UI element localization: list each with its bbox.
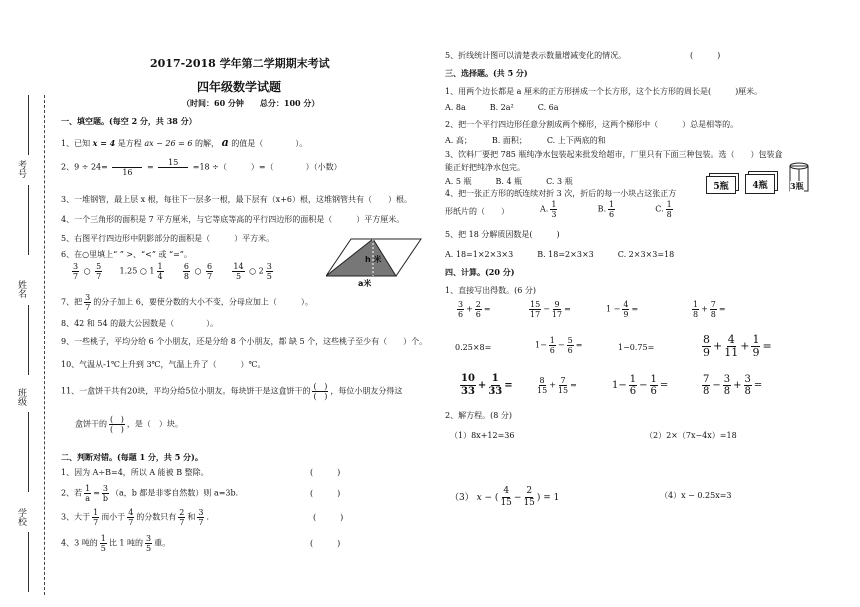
calc-r1: $\frac{3}{6}$ + $\frac{2}{6}$ = xyxy=(458,300,491,319)
q6-f1: $\frac{3}{7}$ xyxy=(73,262,79,281)
q3j-f1: $\frac{1}{7}$ xyxy=(93,508,99,527)
q1-eq: ax − 26 = 6 xyxy=(144,139,193,148)
s1-q4: 4、一个三角形的面积是 7 平方厘米，与它等底等高的平行四边形的面积是（ ）平方厘米。 xyxy=(61,215,405,224)
box-5-bottles: 5瓶 xyxy=(706,176,736,194)
eq1: （1）8x+12=36 xyxy=(450,431,515,440)
calc-r2-b: 1− $\frac{1}{6}$ − $\frac{5}{6}$ = xyxy=(535,336,583,355)
kaohao-line2 xyxy=(28,185,29,255)
fig-a-label: a米 xyxy=(358,279,372,288)
q3j-f4: $\frac{3}{7}$ xyxy=(198,508,204,527)
c3-options: A. 5 瓶 B. 4 瓶 C. 3 瓶 xyxy=(445,177,573,186)
q7-b: 的分子加上 6，要使分数的大小不变，分母应加上（ ）。 xyxy=(93,297,313,307)
c2-options: A. 高； B. 面积； C. 上下两底的和 xyxy=(445,136,606,145)
eq2: （2）2×（7x−4x）=18 xyxy=(645,431,737,440)
s1-q8: 8、42 和 54 的最大公因数是（ ）。 xyxy=(61,319,219,328)
s2-q3-paren: ( ) xyxy=(313,513,344,522)
c4-options: A. $\frac{1}{3}$ B. $\frac{1}{6}$ C. $\frac{1}{8}$ xyxy=(540,200,672,219)
c5: 5、把 18 分解质因数是( ) xyxy=(445,230,560,239)
s1-q10: 10、气温从-1℃上升到 3℃，气温上升了（ ）℃。 xyxy=(61,360,266,369)
eq3: （3） x − ( $\frac{4}{15}$ − $\frac{2}{15}$ ) = 1 xyxy=(450,486,560,508)
s2-q4: 4、3 吨的 $\frac{1}{5}$ 比 1 吨的 $\frac{3}{5}$ 重。 xyxy=(61,534,171,553)
q11-frac1: $\frac{( )}{( )}$ xyxy=(313,382,328,401)
q1-text-d: 的值是（ ）。 xyxy=(231,139,308,148)
c3-a: 3、饮料厂要把 785 瓶纯净水包装起来批发给超市，厂里只有下面三种包装。选（ ）包装盒 xyxy=(445,150,783,159)
calc-r1-b: $\frac{15}{17}$ − $\frac{9}{17}$ = xyxy=(530,300,571,319)
q2-num2: 15 xyxy=(158,158,188,168)
eq4: （4）x − 0.25x=3 xyxy=(660,491,732,500)
s1-title: 一、填空题。(每空 2 分，共 38 分） xyxy=(61,116,197,126)
c4-b: 形纸片的（ ） xyxy=(445,207,509,216)
box-3-label: 3瓶 xyxy=(790,181,804,191)
c4-fC: $\frac{1}{8}$ xyxy=(666,200,672,219)
s2-q2: 2、若 $\frac{1}{a}$ = $\frac{3}{b}$ （a，b 都是非零自然数）则 a=3b． xyxy=(61,484,244,503)
s2-q1-paren: ( ) xyxy=(310,468,341,477)
s2-q4-paren: ( ) xyxy=(310,539,341,548)
q6-f4: $\frac{6}{8}$ xyxy=(183,262,189,281)
calc-r3-b: $\frac{8}{15}$ + $\frac{7}{15}$ = xyxy=(537,376,577,395)
xingming-line xyxy=(28,305,29,375)
label-xingming: 姓名 xyxy=(16,280,26,298)
q1-text-b: 是方程 xyxy=(117,139,142,148)
q2-eq: = xyxy=(146,162,154,172)
q3j-f3: $\frac{2}{7}$ xyxy=(179,508,185,527)
q2-den1: 16 xyxy=(122,168,133,177)
q11-d: ，是（ ）块。 xyxy=(126,419,183,429)
calc-r2-a: 0.25×8= xyxy=(455,343,492,352)
c4-a: 4、把一张正方形的纸连续对折 3 次，折后的每一小块占这张正方 xyxy=(445,189,677,198)
calc-r3-c: 1− $\frac{1}{6}$ − $\frac{1}{6}$ = xyxy=(612,374,669,397)
calc-r2-d: $\frac{8}{9}$ + $\frac{4}{11}$ + $\frac{1}{9}$ = xyxy=(703,333,772,359)
fig-h-label: h 米 xyxy=(365,255,382,264)
s2-q3: 3、大于 $\frac{1}{7}$ 而小于 $\frac{4}{7}$ 的分数只有 $\frac{2}{7}$ 和 $\frac{3}{7}$ ． xyxy=(61,508,215,527)
binding-line xyxy=(44,95,45,595)
s2-q2-paren: ( ) xyxy=(310,489,341,498)
s1-q5: 5、右图平行四边形中阴影部分的面积是（ ）平方米。 xyxy=(61,234,275,243)
c5-options: A. 18=1×2×3×3 B. 18=2×3×3 C. 2×3×3=18 xyxy=(445,250,675,259)
calc-r1-c: 1 − $\frac{4}{9}$ = xyxy=(606,300,639,319)
calc-r1-d: $\frac{1}{8}$ + $\frac{7}{8}$ = xyxy=(693,300,726,319)
s1-q9: 9、一些桃子，平均分给 6 个小朋友，还是分给 8 个小朋友，都 缺 5 个，这些桃子至少有（ ）个。 xyxy=(61,337,428,346)
c4-fB: $\frac{1}{6}$ xyxy=(609,200,615,219)
s2-title: 二、判断对错。(每题 1 分，共 5 分)。 xyxy=(61,452,203,462)
s1-q11 xyxy=(61,382,402,401)
calc-r3-a: $\frac{10}{33}$ + $\frac{1}{33}$ = xyxy=(461,373,513,397)
k2: 2、解方程。(8 分) xyxy=(445,411,512,420)
q2-frac2 xyxy=(158,158,188,177)
q6-f5: $\frac{6}{7}$ xyxy=(207,262,213,281)
q2-text-c: =18 ÷（ ）=（ ）（小数） xyxy=(192,162,342,172)
s1-q2 xyxy=(61,158,342,177)
c2: 2、把一个平行四边形任意分割成两个梯形，这两个梯形中（ ）总是相等的。 xyxy=(445,120,739,129)
r-q5: 5、折线统计图可以清楚表示数量增减变化的情况。 xyxy=(445,51,627,60)
label-kaohao: 考号 xyxy=(16,160,26,178)
q11-frac2: $\frac{( )}{( )}$ xyxy=(110,415,124,434)
box-4-bottles: 4瓶 xyxy=(745,174,775,194)
q6-125: 1.25 xyxy=(119,266,138,276)
q2j-f1: $\frac{1}{a}$ xyxy=(85,484,91,503)
q2-text-a: 2、9 ÷ 24= xyxy=(61,162,108,172)
s1-q1 xyxy=(61,136,307,149)
kaohao-line xyxy=(28,95,29,155)
q2j-f2: $\frac{3}{b}$ xyxy=(102,484,108,503)
s1-q6-items: $\frac{3}{7}$ ○ $\frac{5}{7}$ 1.25 ○ 1 $\frac{1}{4}$ $\frac{6}{8}$ ○ $\frac{6}{7}$ $\frac{14}{5}$ ○ 2 $\frac{3}{5}$ xyxy=(73,262,272,281)
s3-title: 三、选择题。(共 5 分) xyxy=(445,68,528,78)
q6-f3: $\frac{1}{4}$ xyxy=(157,262,163,281)
calc-r2-c: 1−0.75= xyxy=(618,343,655,352)
q6-f6: $\frac{14}{5}$ xyxy=(233,262,244,281)
q4j-f1: $\frac{1}{5}$ xyxy=(100,534,106,553)
r-q5-paren: ( ) xyxy=(690,51,721,60)
c3-b: 能正好把纯净水包完。 xyxy=(445,163,525,172)
q7-a: 7、把 xyxy=(61,297,83,307)
exam-meta: （时间：60 分钟 总分：100 分） xyxy=(182,98,320,108)
k1: 1、直接写出得数。(6 分) xyxy=(445,286,536,295)
s1-q11-line2 xyxy=(75,415,183,434)
q2-frac1 xyxy=(112,158,142,177)
s2-q1: 1、因为 A÷B=4，所以 A 能被 B 整除。 xyxy=(61,468,209,477)
exam-subtitle: 四年级数学试题 xyxy=(197,80,282,94)
c1-options: A. 8a B. 2a² C. 6a xyxy=(445,103,559,112)
q4j-f2: $\frac{3}{5}$ xyxy=(146,534,152,553)
calc-r3-d: $\frac{7}{8}$ − $\frac{3}{8}$ + $\frac{3}{8}$ = xyxy=(703,374,763,397)
s1-q6: 6、在○里填上“ ” >、“<” 或 “=”。 xyxy=(61,250,192,259)
s4-title: 四、计算。(20 分) xyxy=(445,267,515,277)
label-xuexiao: 学校 xyxy=(16,508,26,526)
q6-f2: $\frac{5}{7}$ xyxy=(96,262,102,281)
q6-f7: $\frac{3}{5}$ xyxy=(266,262,272,281)
banji-line xyxy=(28,412,29,492)
q1-x: x = 4 xyxy=(92,138,116,148)
xuexiao-line xyxy=(28,532,29,592)
q7-frac: $\frac{3}{7}$ xyxy=(85,293,91,312)
q11-a: 11、一盒饼干共有20块，平均分给5位小朋友。每块饼干是这盒饼干的 xyxy=(61,386,311,396)
s1-q3: 3、一堆钢管，最上层 x 根，每往下一层多一根，最下层有（x+6）根，这堆钢管共有（ ）根。 xyxy=(61,195,412,204)
exam-title: 2017-2018 学年第二学期期末考试 xyxy=(150,57,330,70)
label-banji: 班级 xyxy=(16,388,26,406)
c4-fA: $\frac{1}{3}$ xyxy=(551,200,557,219)
s1-q7 xyxy=(61,293,313,312)
q1-text-a: 1、已知 xyxy=(61,139,91,148)
q11-c: 盒饼干的 xyxy=(75,419,107,429)
q1-a: a xyxy=(221,136,229,149)
q3j-f2: $\frac{4}{7}$ xyxy=(128,508,134,527)
c1: 1、用两个边长都是 a 厘米的正方形拼成一个长方形，这个长方形的周长是( )厘米。 xyxy=(445,87,763,96)
q1-text-c: 的解， xyxy=(195,139,220,148)
q11-b: ，每位小朋友分得这 xyxy=(330,386,403,396)
